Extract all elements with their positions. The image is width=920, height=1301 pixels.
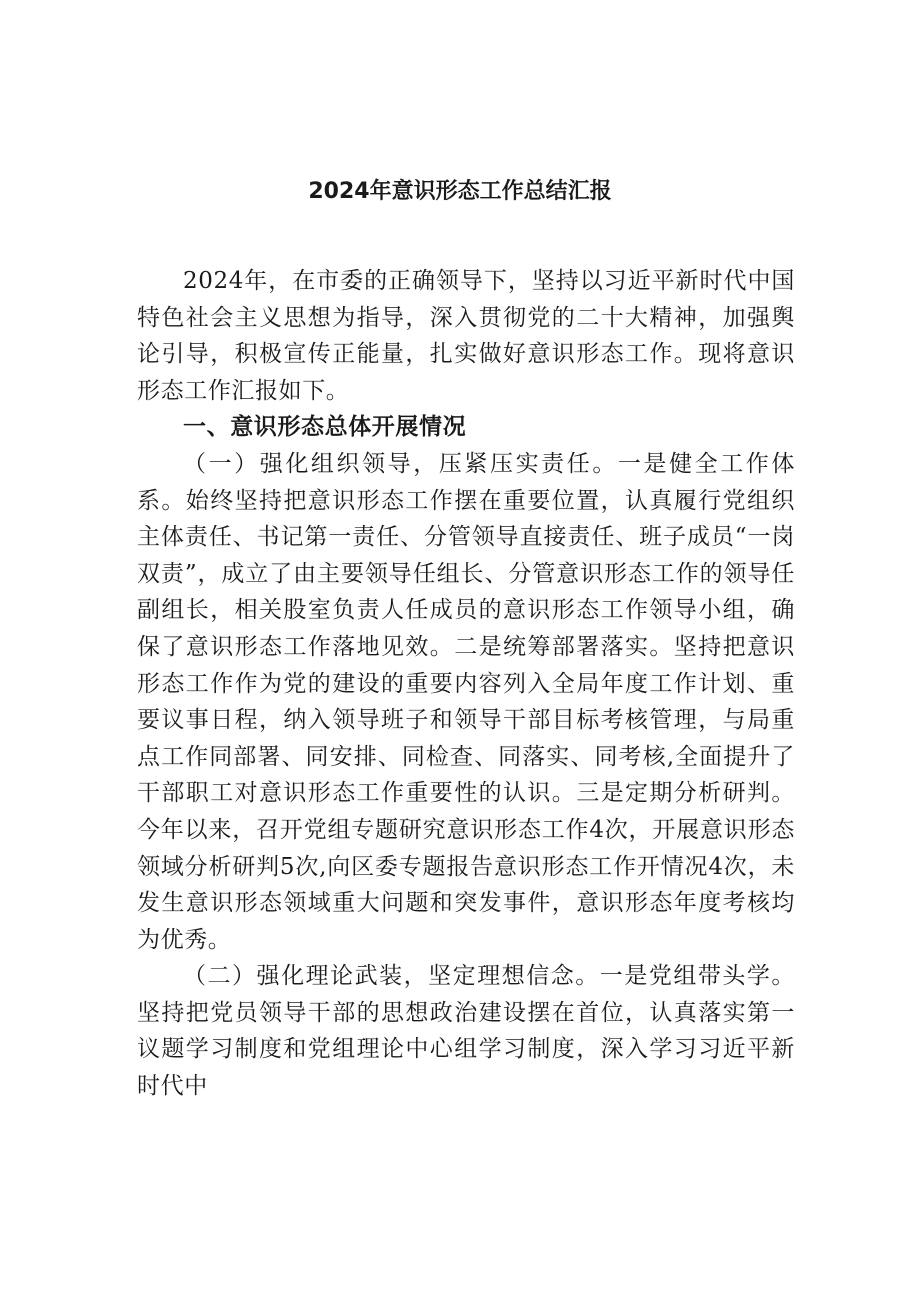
paragraph-organization-leadership: （一）强化组织领导，压紧压实责任。一是健全工作体系。始终坚持把意识形态工作摆在重要位置，认真履行党组织主体责任、书记第一责任、分管领导直接责任、班子成员“一岗双责”，成立了由主要领导任组长、分管意识形态工作的领导任副组长，相关股室负责人任成员的意识形态工作领导小组，确保了意识形态工作落地见效。二是统筹部署落实。坚持把意识形态工作作为党的建设的重要内容列入全局年度工作计划、重要议事日程，纳入领导班子和领导干部目标考核管理，与局重点工作同部署、同安排、同检查、同落实、同考核,全面提升了干部职工对意识形态工作重要性的认识。三是定期分析研判。今年以来，召开党组专题研究意识形态工作4次，开展意识形态领域分析研判5次,向区委专题报告意识形态工作开情况4次，未发生意识形态领域重大问题和突发事件，意识形态年度考核均为优秀。	[137, 450, 795, 953]
section-heading: 一、意识形态总体开展情况	[183, 414, 467, 441]
document-body	[137, 263, 795, 1105]
paragraph-theory-study: （二）强化理论武装，坚定理想信念。一是党组带头学。坚持把党员领导干部的思想政治建设摆在首位，认真落实第一议题学习制度和党组理论中心组学习制度，深入学习习近平新时代中	[137, 963, 795, 1100]
intro-paragraph: 2024年，在市委的正确领导下，坚持以习近平新时代中国特色社会主义思想为指导，深入贯彻党的二十大精神，加强舆论引导，积极宣传正能量，扎实做好意识形态工作。现将意识形态工作汇报如下。	[137, 268, 795, 404]
document-title: 2024年意识形态工作总结汇报	[308, 179, 612, 204]
